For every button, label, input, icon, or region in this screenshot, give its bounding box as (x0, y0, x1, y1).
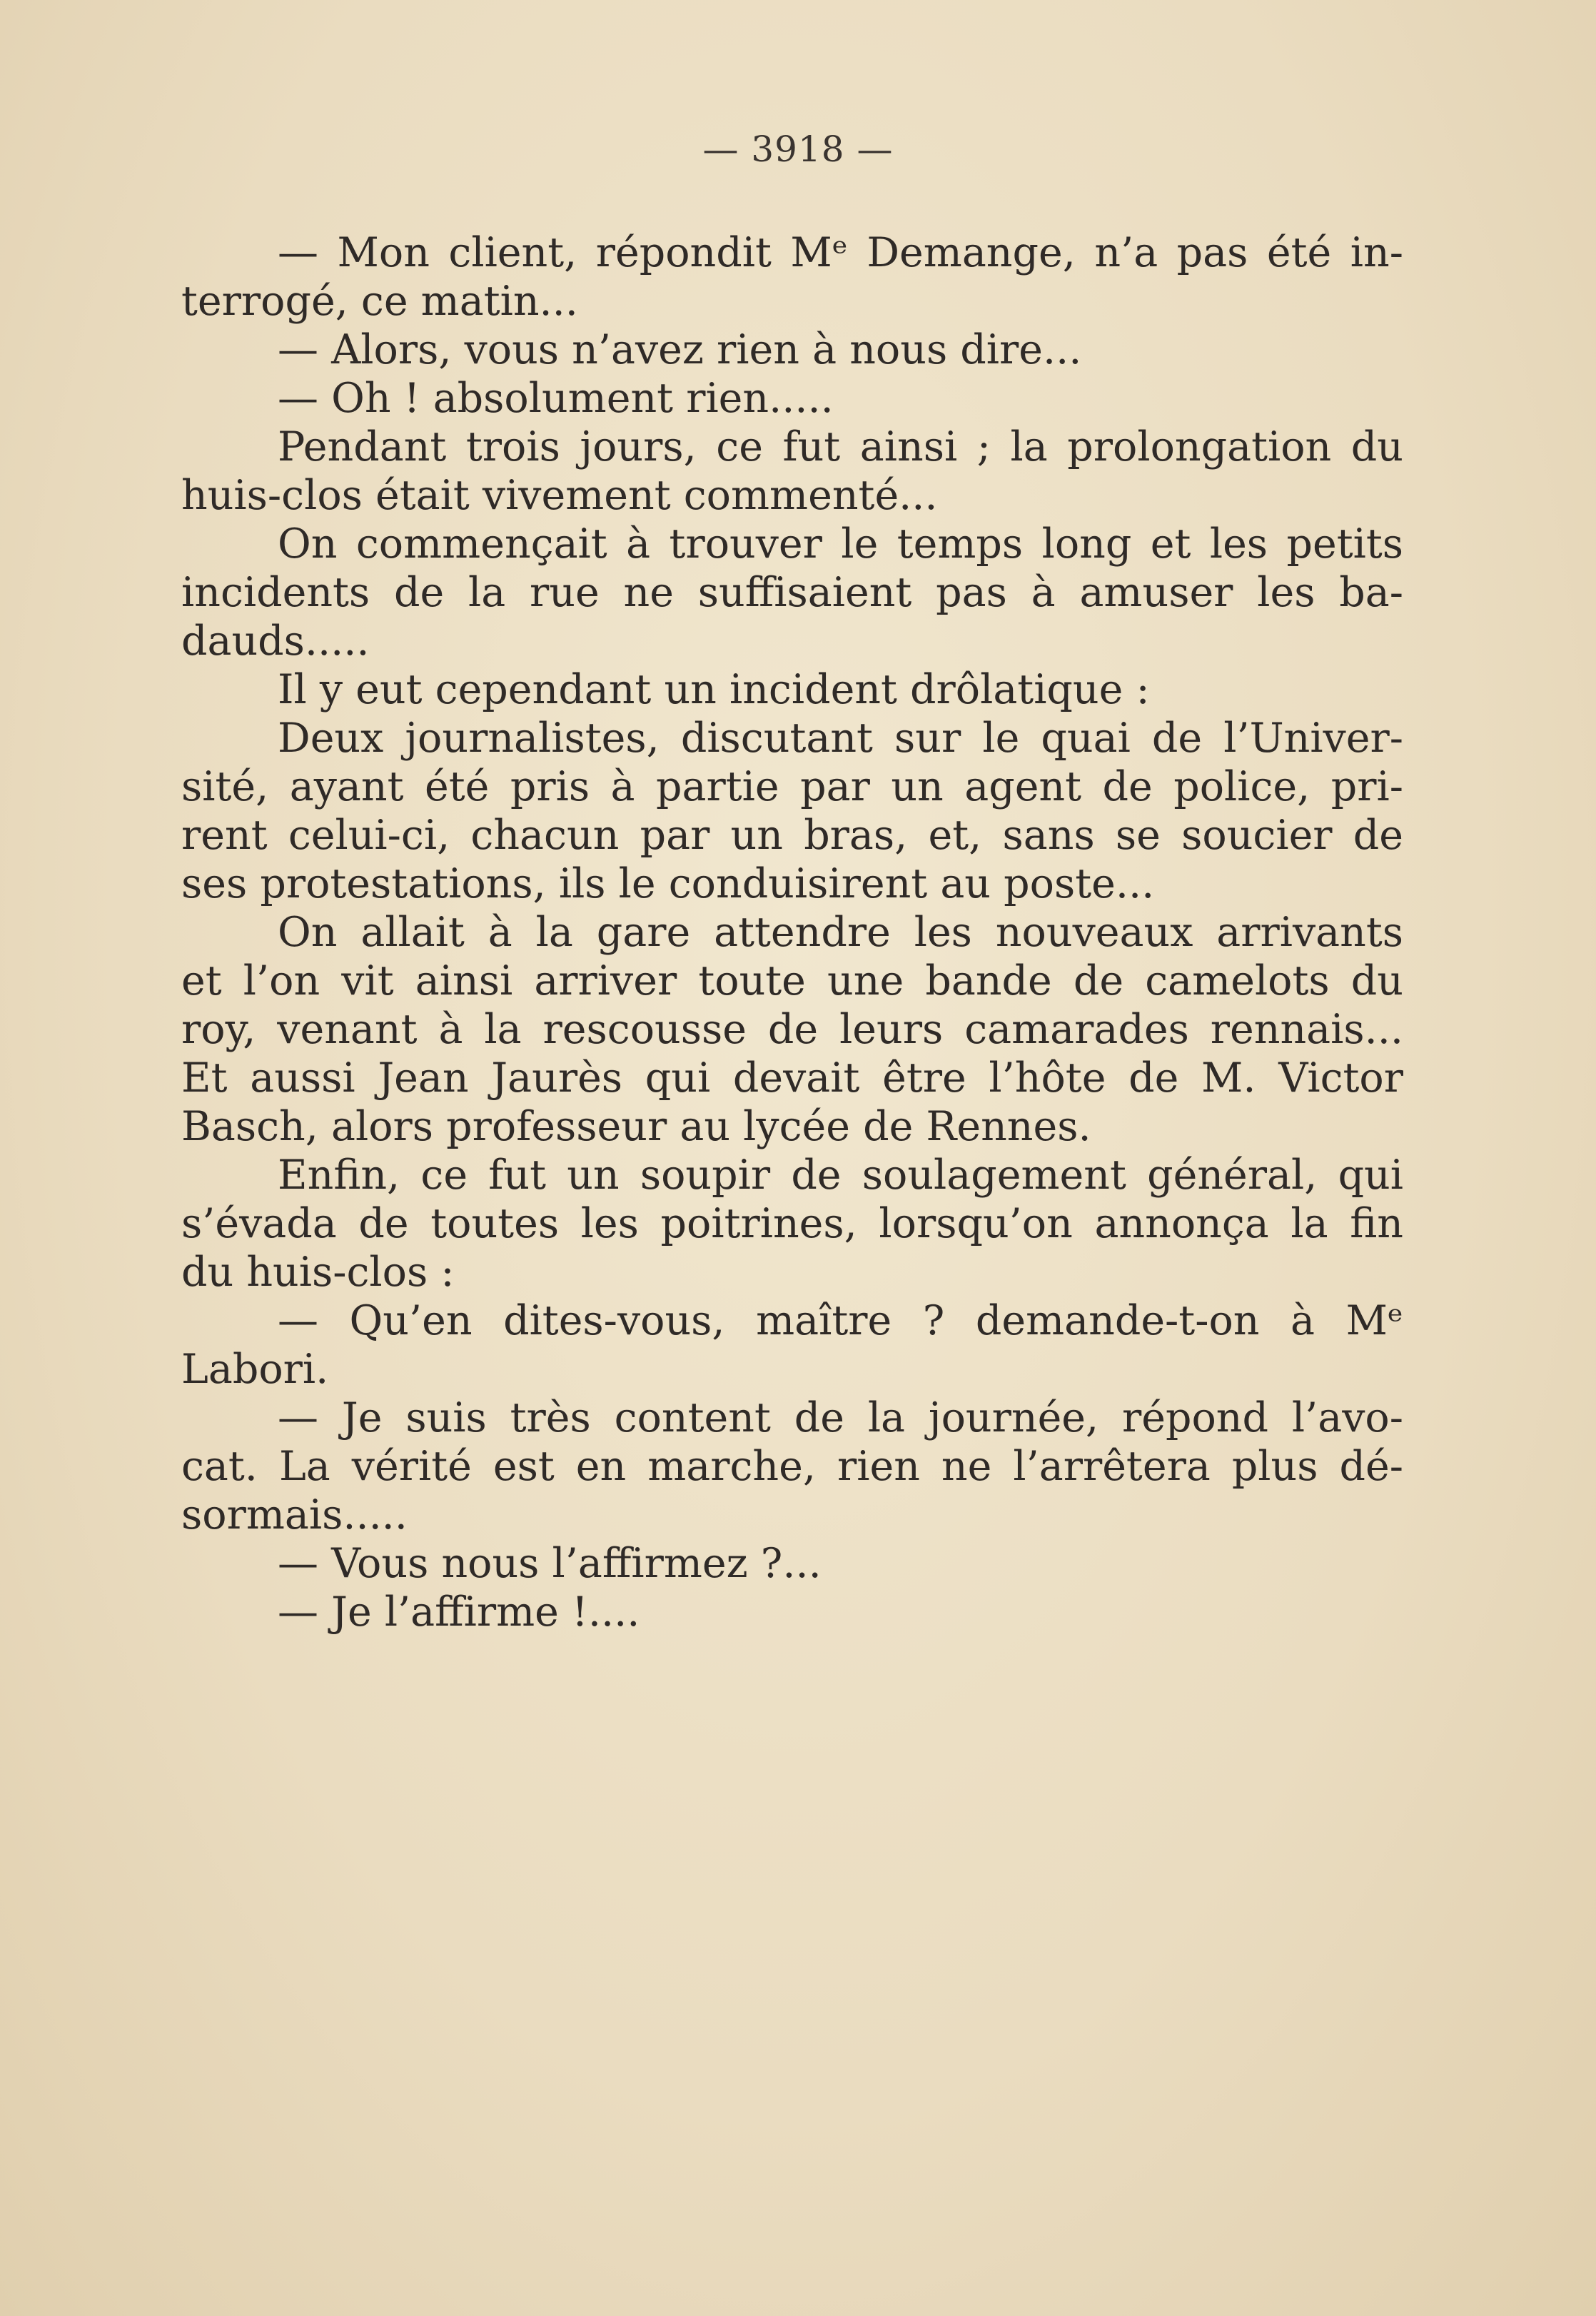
text-line: cat. La vérité est en marche, rien ne l’arrêtera plus dé- (181, 1443, 1403, 1490)
text-line: roy, venant à la rescousse de leurs camarades rennais... (181, 1006, 1403, 1053)
text-line: — Je l’affirme !.... (278, 1589, 640, 1636)
text-line: — Je suis très content de la journée, répond l’avo- (278, 1394, 1403, 1441)
text-line: — Qu’en dites-vous, maître ? demande-t-on à Mᵉ (278, 1297, 1403, 1344)
text-line: sormais..... (181, 1491, 408, 1539)
text-line: Et aussi Jean Jaurès qui devait être l’hôte de M. Victor (181, 1054, 1403, 1102)
text-line: Il y eut cependant un incident drôlatique : (278, 666, 1150, 713)
text-line: ses protestations, ils le conduisirent au poste... (181, 860, 1155, 907)
text-line: — Mon client, répondit Mᵉ Demange, n’a pas été in- (278, 229, 1403, 276)
text-line: s’évada de toutes les poitrines, lorsqu’on annonça la fin (181, 1200, 1403, 1247)
text-line: Deux journalistes, discutant sur le quai de l’Univer- (278, 715, 1403, 762)
text-line: On allait à la gare attendre les nouveaux arrivants (278, 909, 1403, 956)
text-line: sité, ayant été pris à partie par un agent de police, pri- (181, 763, 1403, 810)
text-line: dauds..... (181, 618, 370, 665)
page-number: — 3918 — (702, 129, 894, 170)
text-line: Basch, alors professeur au lycée de Rennes. (181, 1103, 1091, 1150)
text-line: — Oh ! absolument rien..... (278, 375, 834, 422)
text-line: — Alors, vous n’avez rien à nous dire... (278, 326, 1082, 373)
text-line: du huis-clos : (181, 1249, 455, 1296)
text-line: Pendant trois jours, ce fut ainsi ; la prolongation du (278, 423, 1403, 470)
text-line: On commençait à trouver le temps long et les petits (278, 520, 1403, 568)
text-line: incidents de la rue ne suffisaient pas à amuser les ba- (181, 569, 1403, 616)
body-text (181, 228, 1403, 1636)
text-line: huis-clos était vivement commenté... (181, 472, 938, 519)
text-line: Labori. (181, 1346, 329, 1393)
text-line: — Vous nous l’affirmez ?... (278, 1540, 822, 1587)
text-line: rent celui-ci, chacun par un bras, et, sans se soucier de (181, 812, 1403, 859)
text-line: et l’on vit ainsi arriver toute une bande de camelots du (181, 957, 1403, 1005)
text-line: terrogé, ce matin... (181, 278, 578, 325)
text-line: Enfin, ce fut un soupir de soulagement général, qui (278, 1152, 1403, 1199)
